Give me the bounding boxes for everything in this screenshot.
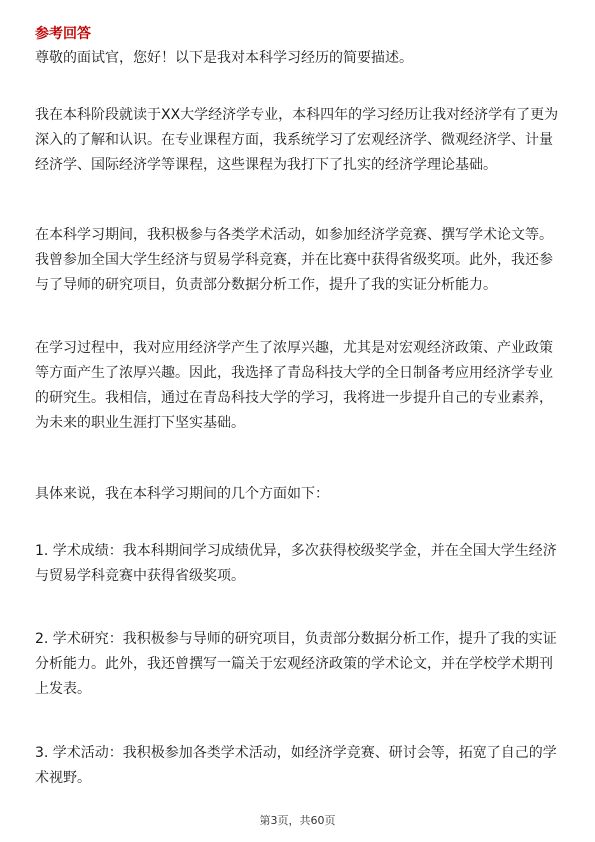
list-item-academic-activities: 3. 学术活动：我积极参加各类学术活动，如经济学竞赛、研讨会等，拓宽了自己的学术视野。: [35, 745, 557, 786]
paragraph-activities: 在本科学习期间，我积极参与各类学术活动，如参加经济学竞赛、撰写学术论文等。我曾参加全国大学生经济与贸易学科竞赛，并在比赛中获得省级奖项。此外，我还参与了导师的研究项目，负责部分数据分析工作，提升了我的实证分析能力。: [35, 227, 553, 293]
list-item-academic-results: 1. 学术成绩：我本科期间学习成绩优异，多次获得校级奖学金，并在全国大学生经济与贸易学科竞赛中获得省级奖项。: [35, 543, 557, 584]
page-number: 第3页，共60页: [259, 814, 336, 827]
paragraph-greeting: 尊敬的面试官，您好！以下是我对本科学习经历的简要描述。: [35, 50, 413, 66]
paragraph-education: 我在本科阶段就读于XX大学经济学专业，本科四年的学习经历让我对经济学有了更为深入的了解和认识。在专业课程方面，我系统学习了宏观经济学、微观经济学、计量经济学、国际经济学等课程，这些课程为我打下了扎实的经济学理论基础。: [35, 107, 559, 173]
list-item-academic-research: 2. 学术研究：我积极参与导师的研究项目，负责部分数据分析工作，提升了我的实证分析能力。此外，我还曾撰写一篇关于宏观经济政策的学术论文，并在学校学术期刊上发表。: [35, 631, 557, 697]
section-heading: 参考回答: [35, 26, 91, 42]
paragraph-details-intro: 具体来说，我在本科学习期间的几个方面如下：: [35, 486, 329, 502]
paragraph-interest: 在学习过程中，我对应用经济学产生了浓厚兴趣，尤其是对宏观经济政策、产业政策等方面产生了浓厚兴趣。因此，我选择了青岛科技大学的全日制备考应用经济学专业的研究生。我相信，通过在青岛科技大学的学习，我将进一步提升自己的专业素养，为未来的职业生涯打下坚实基础。: [35, 340, 553, 431]
